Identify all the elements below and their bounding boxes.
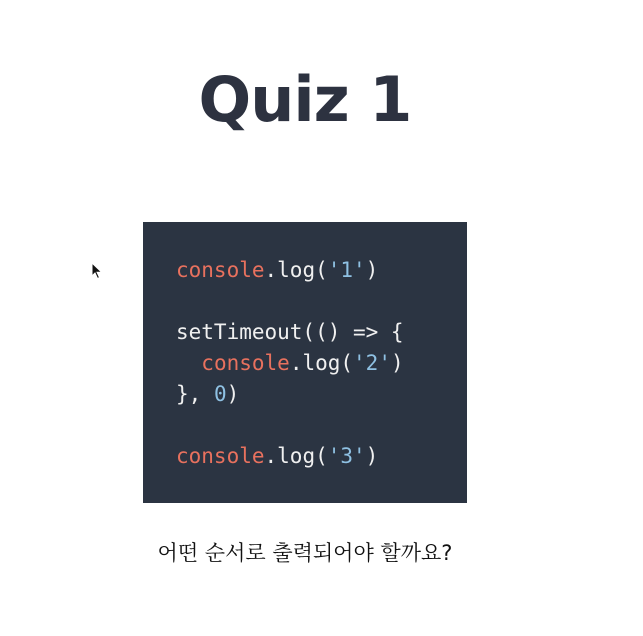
code-token-method: .log( (289, 351, 354, 375)
code-token-number: 0 (213, 382, 227, 406)
code-token-settimeout: setTimeout(() => { (176, 320, 404, 344)
code-line-5 (176, 379, 467, 410)
code-line-2 (176, 286, 467, 317)
code-line-4 (176, 348, 467, 379)
slide-title: Quiz 1 (198, 63, 412, 136)
code-token-paren: ) (390, 351, 404, 375)
code-token-string: '1' (327, 258, 366, 282)
quiz-question: 어떤 순서로 출력되어야 할까요? (157, 541, 453, 565)
code-token-object: console (176, 258, 265, 282)
code-token-string: '3' (327, 444, 366, 468)
code-token-paren: ) (226, 382, 240, 406)
code-line-3 (176, 317, 467, 348)
code-token-method: .log( (264, 444, 328, 468)
code-line-1 (176, 255, 467, 286)
code-line-7 (176, 441, 467, 472)
code-token-object: console (201, 351, 290, 375)
mouse-pointer-icon (91, 262, 103, 280)
code-block (143, 222, 467, 503)
code-token-paren: ) (365, 444, 379, 468)
code-token-paren: ) (365, 258, 379, 282)
code-token-brace: }, (176, 382, 214, 406)
code-token-method: .log( (264, 258, 328, 282)
code-token-string: '2' (353, 351, 391, 375)
code-line-6 (176, 410, 467, 441)
code-token-object: console (176, 444, 265, 468)
code-token-indent (176, 351, 201, 375)
